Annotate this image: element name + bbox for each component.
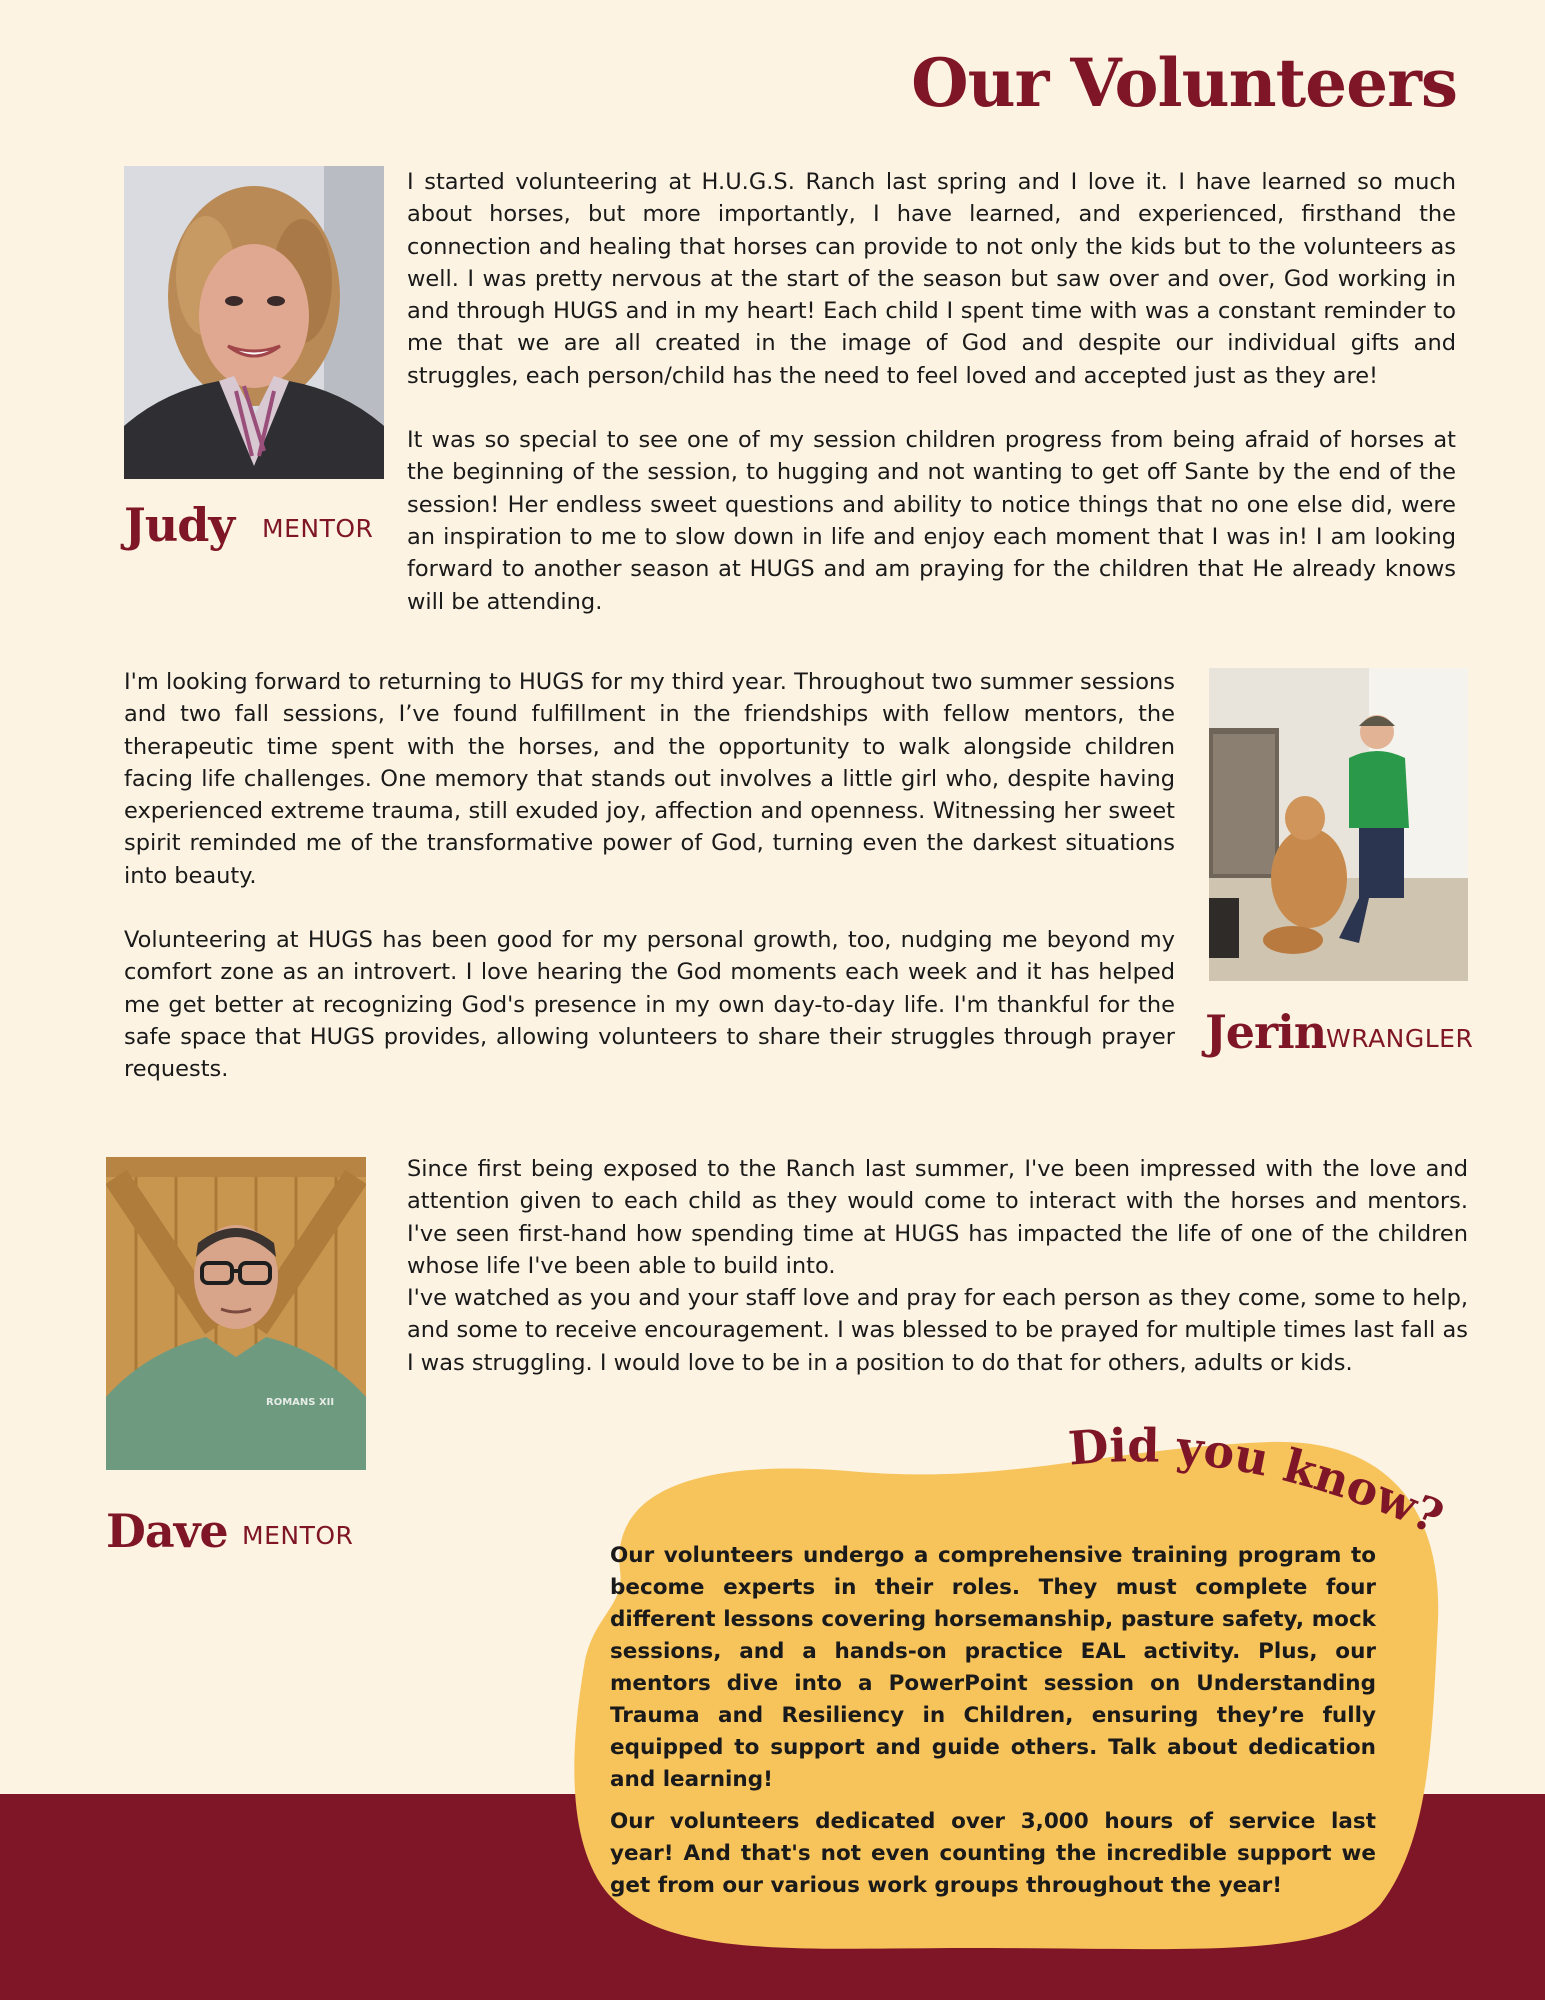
jerin-role: WRANGLER	[1326, 1024, 1474, 1053]
did-you-know-body	[610, 1540, 1376, 1912]
judy-name: Judy	[124, 498, 235, 552]
did-you-know-heading	[1030, 1405, 1460, 1555]
judy-role: MENTOR	[262, 514, 374, 543]
jerin-name: Jerin	[1205, 1005, 1327, 1059]
dave-name: Dave	[106, 1504, 228, 1558]
did-you-know-paragraph-1: Our volunteers undergo a comprehensive training program to become experts in their roles. They must complete four different lessons covering horsemanship, pasture safety, mock sessions, and a hands-on practice EAL activity. Plus, our mentors dive into a PowerPoint session on Understanding Trauma and Resiliency in Children, ensuring they’re fully equipped to support and guide others. Talk about dedication and learning!	[610, 1543, 1376, 1792]
jerin-bio	[124, 666, 1175, 1086]
judy-bio	[407, 166, 1456, 618]
dave-photo	[106, 1157, 366, 1470]
dave-shirt-text: ROMANS XII	[266, 1397, 335, 1408]
dave-role: MENTOR	[242, 1521, 354, 1550]
jerin-bio-paragraph-1: I'm looking forward to returning to HUGS for my third year. Throughout two summer sessions and two fall sessions, I’ve found fulfillment in the friendships with fellow mentors, the therapeutic time spent with the horses, and the opportunity to walk alongside children facing life challenges. One memory that stands out involves a little girl who, despite having experienced extreme trauma, still exuded joy, affection and openness. Witnessing her sweet spirit reminded me of the transformative power of God, turning even the darkest situations into beauty.	[124, 669, 1175, 889]
judy-bio-paragraph-1: I started volunteering at H.U.G.S. Ranch last spring and I love it. I have learned so much about horses, but more importantly, I have learned, and experienced, firsthand the connection and healing that horses can provide to not only the kids but to the volunteers as well. I was pretty nervous at the start of the season but saw over and over, God working in and through HUGS and in my heart! Each child I spent time with was a constant reminder to me that we are all created in the image of God and despite our individual gifts and struggles, each person/child has the need to feel loved and accepted just as they are!	[407, 169, 1456, 389]
dave-bio-paragraph-2: I've watched as you and your staff love and pray for each person as they come, some to help, and some to receive encouragement. I was blessed to be prayed for multiple times last fall as I was struggling. I would love to be in a position to do that for others, adults or kids.	[407, 1285, 1468, 1376]
did-you-know-heading-text: Did you know?	[1066, 1418, 1452, 1545]
judy-photo	[124, 166, 384, 479]
page-title: Our Volunteers	[911, 44, 1457, 122]
judy-bio-paragraph-2: It was so special to see one of my session children progress from being afraid of horses at the beginning of the session, to hugging and not wanting to get off Sante by the end of the session! Her endless sweet questions and ability to notice things that no one else did, were an inspiration to me to slow down in life and enjoy each moment that I was in! I am looking forward to another season at HUGS and am praying for the children that He already knows will be attending.	[407, 427, 1456, 615]
jerin-photo	[1209, 668, 1468, 981]
jerin-bio-paragraph-2: Volunteering at HUGS has been good for my personal growth, too, nudging me beyond my comfort zone as an introvert. I love hearing the God moments each week and it has helped me get better at recognizing God's presence in my own day-to-day life. I'm thankful for the safe space that HUGS provides, allowing volunteers to share their struggles through prayer requests.	[124, 927, 1175, 1083]
dave-bio-paragraph-1: Since first being exposed to the Ranch last summer, I've been impressed with the love and attention given to each child as they would come to interact with the horses and mentors. I've seen first-hand how spending time at HUGS has impacted the life of one of the children whose life I've been able to build into.	[407, 1156, 1468, 1279]
svg-text:Did you know?	[1066, 1418, 1451, 1544]
did-you-know-paragraph-2: Our volunteers dedicated over 3,000 hours of service last year! And that's not even counting the incredible support we get from our various work groups throughout the year!	[610, 1809, 1376, 1898]
dave-bio	[407, 1153, 1468, 1379]
